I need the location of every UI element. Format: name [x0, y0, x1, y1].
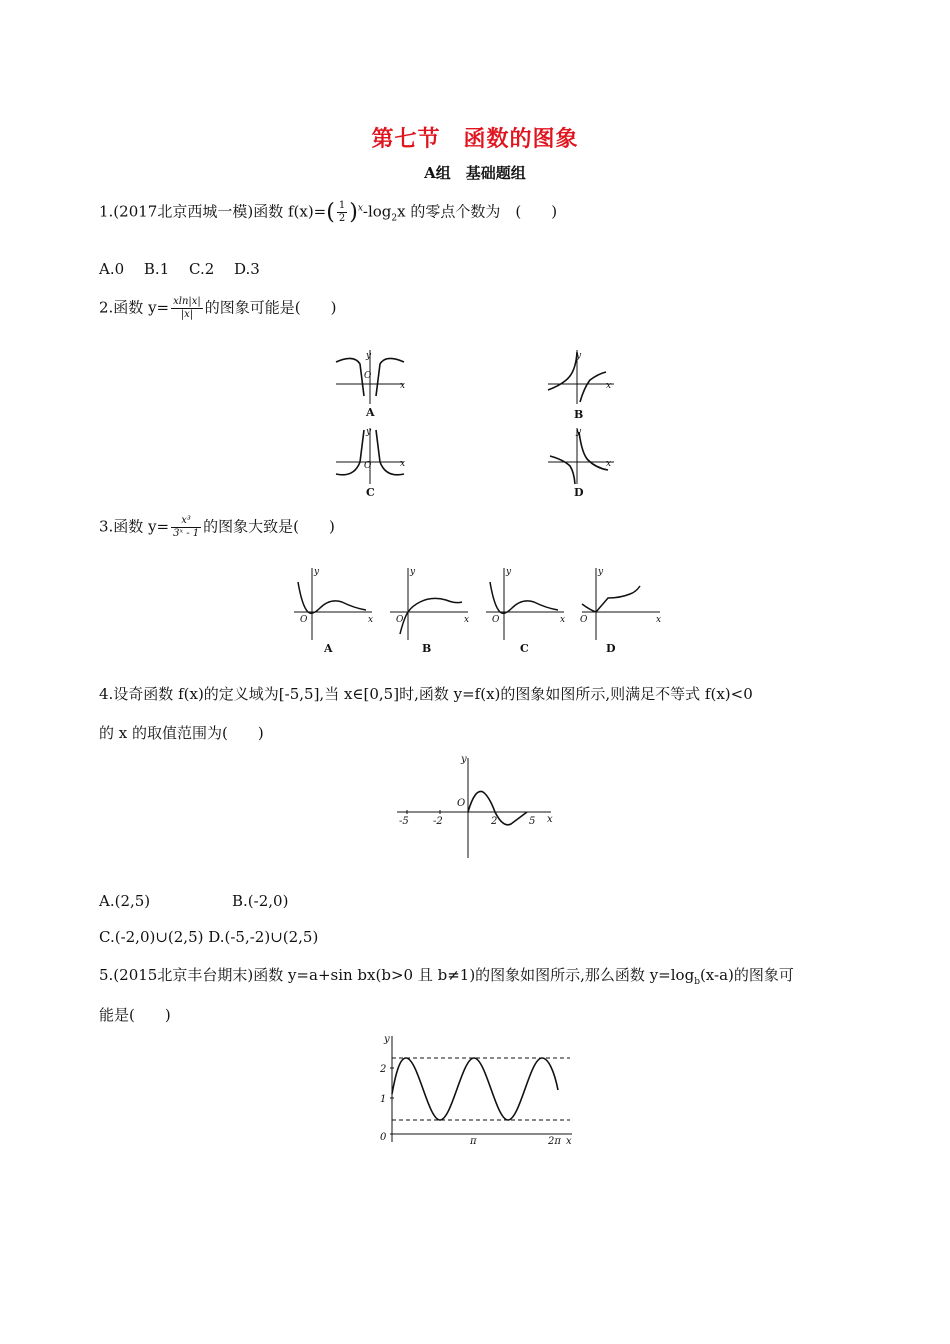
- q3-graph-d: [582, 568, 660, 640]
- q3d-x-label: x: [656, 615, 662, 625]
- q2c-y-label: y: [366, 427, 372, 437]
- q2-frac-den: |x|: [180, 309, 194, 320]
- q4-figure: [395, 752, 560, 862]
- q5-ytick-1: 1: [380, 1094, 387, 1105]
- section-title: 第七节 函数的图象: [371, 126, 579, 152]
- q5-text-a: 5.(2015北京丰台期末)函数 y=a+sin bx(b>0 且 b≠1)的图象如图所示,那么函数 y=log: [99, 966, 695, 984]
- q2c-origin: O: [364, 461, 372, 471]
- q3b-origin: O: [396, 615, 404, 625]
- q2b-y-label: y: [576, 351, 582, 361]
- q4-origin: O: [457, 798, 466, 809]
- question-2-stem: [99, 296, 337, 321]
- q4-tick-5: 5: [529, 816, 536, 827]
- q5-figure: [376, 1032, 576, 1150]
- q1-text-c: x 的零点个数为 ( ): [397, 202, 558, 221]
- q1-frac-num: 1: [338, 200, 346, 211]
- q4-tick-neg2: -2: [433, 816, 443, 827]
- q3a-x-label: x: [368, 615, 374, 625]
- q3c-origin: O: [492, 615, 500, 625]
- q2b-x-label: x: [606, 381, 612, 391]
- q5-log-base: b: [694, 977, 700, 987]
- q2-figures: [330, 340, 630, 510]
- q4-option-b: B.(-2,0): [232, 892, 289, 910]
- q2-label-a: A: [366, 406, 375, 419]
- q2-label-d: D: [574, 486, 584, 499]
- q1-fraction: [337, 200, 347, 225]
- q3-text-a: 3.函数 y=: [99, 517, 170, 536]
- q1-text-b: -log: [362, 202, 392, 221]
- group-title: A组 基础题组: [424, 164, 526, 182]
- q3-frac-num: x³: [171, 515, 201, 528]
- q3b-x-label: x: [464, 615, 470, 625]
- q5-y-label: y: [384, 1034, 390, 1045]
- q2c-x-label: x: [400, 459, 406, 469]
- q2-fraction: [171, 296, 203, 321]
- q3a-y-label: y: [314, 567, 320, 577]
- q3d-origin: O: [580, 615, 588, 625]
- q3-figures: [290, 562, 670, 660]
- question-5-line-2: 能是( ): [99, 1006, 171, 1024]
- question-4-line-1: 4.设奇函数 f(x)的定义域为[-5,5],当 x∈[0,5]时,函数 y=f(x)的图象如图所示,则满足不等式 f(x)<0: [99, 685, 753, 703]
- q2d-y-label: y: [576, 427, 582, 437]
- q3-label-a: A: [324, 642, 333, 655]
- question-3-stem: [99, 515, 335, 540]
- q3d-y-label: y: [598, 567, 604, 577]
- q5-x-label: x: [566, 1136, 572, 1147]
- q5-xtick-2pi: 2π: [548, 1136, 561, 1147]
- q3-graph-b: [390, 568, 468, 640]
- q5-ytick-2: 2: [380, 1064, 387, 1075]
- q5-xtick-pi: π: [470, 1136, 477, 1147]
- q3c-y-label: y: [506, 567, 512, 577]
- question-1-options: A.0 B.1 C.2 D.3: [99, 260, 260, 278]
- q4-tick-2: 2: [491, 816, 498, 827]
- q2-label-c: C: [366, 486, 375, 499]
- q3b-y-label: y: [410, 567, 416, 577]
- q3-text-b: 的图象大致是( ): [203, 517, 335, 536]
- q3-graph-a: [294, 568, 372, 640]
- q4-x-label: x: [547, 814, 553, 825]
- q4-tick-neg5: -5: [399, 816, 409, 827]
- q1-text-a: 1.(2017北京西城一模)函数 f(x)=: [99, 202, 327, 221]
- q5-origin: 0: [380, 1132, 387, 1143]
- q2-label-b: B: [574, 408, 584, 421]
- question-5-line-1: [99, 964, 794, 987]
- q1-log-base: 2: [391, 213, 398, 224]
- q2a-y-label: y: [366, 351, 372, 361]
- q4-y-label: y: [461, 754, 467, 765]
- q2a-x-label: x: [400, 381, 406, 391]
- q3-frac-den: 3ˣ - 1: [173, 528, 200, 539]
- q3-label-b: B: [422, 642, 432, 655]
- q3-fraction: [171, 515, 201, 540]
- question-4-line-2: 的 x 的取值范围为( ): [99, 724, 264, 742]
- q3c-x-label: x: [560, 615, 566, 625]
- q2-text-a: 2.函数 y=: [99, 298, 170, 317]
- q3-graph-c: [486, 568, 564, 640]
- q1-exponent: x: [357, 203, 363, 214]
- q3-label-d: D: [606, 642, 616, 655]
- q2a-origin: O: [364, 371, 372, 381]
- q5-text-b: (x-a)的图象可: [699, 966, 794, 984]
- q3-label-c: C: [520, 642, 529, 655]
- q4-option-a: A.(2,5): [99, 892, 151, 910]
- q2d-x-label: x: [606, 459, 612, 469]
- q2-frac-num: xln|x|: [173, 296, 201, 307]
- q4-options-cd: C.(-2,0)∪(2,5) D.(-5,-2)∪(2,5): [99, 928, 319, 946]
- q3a-origin: O: [300, 615, 308, 625]
- question-1-stem: 1.(2017北京西城一模)函数 f(x)=( $\frac{1}{2}$ )$^x-\log_2x$ 的零点个数为 ( ): [99, 200, 558, 225]
- q2-text-b: 的图象可能是( ): [204, 298, 337, 317]
- q1-frac-den: 2: [338, 213, 346, 224]
